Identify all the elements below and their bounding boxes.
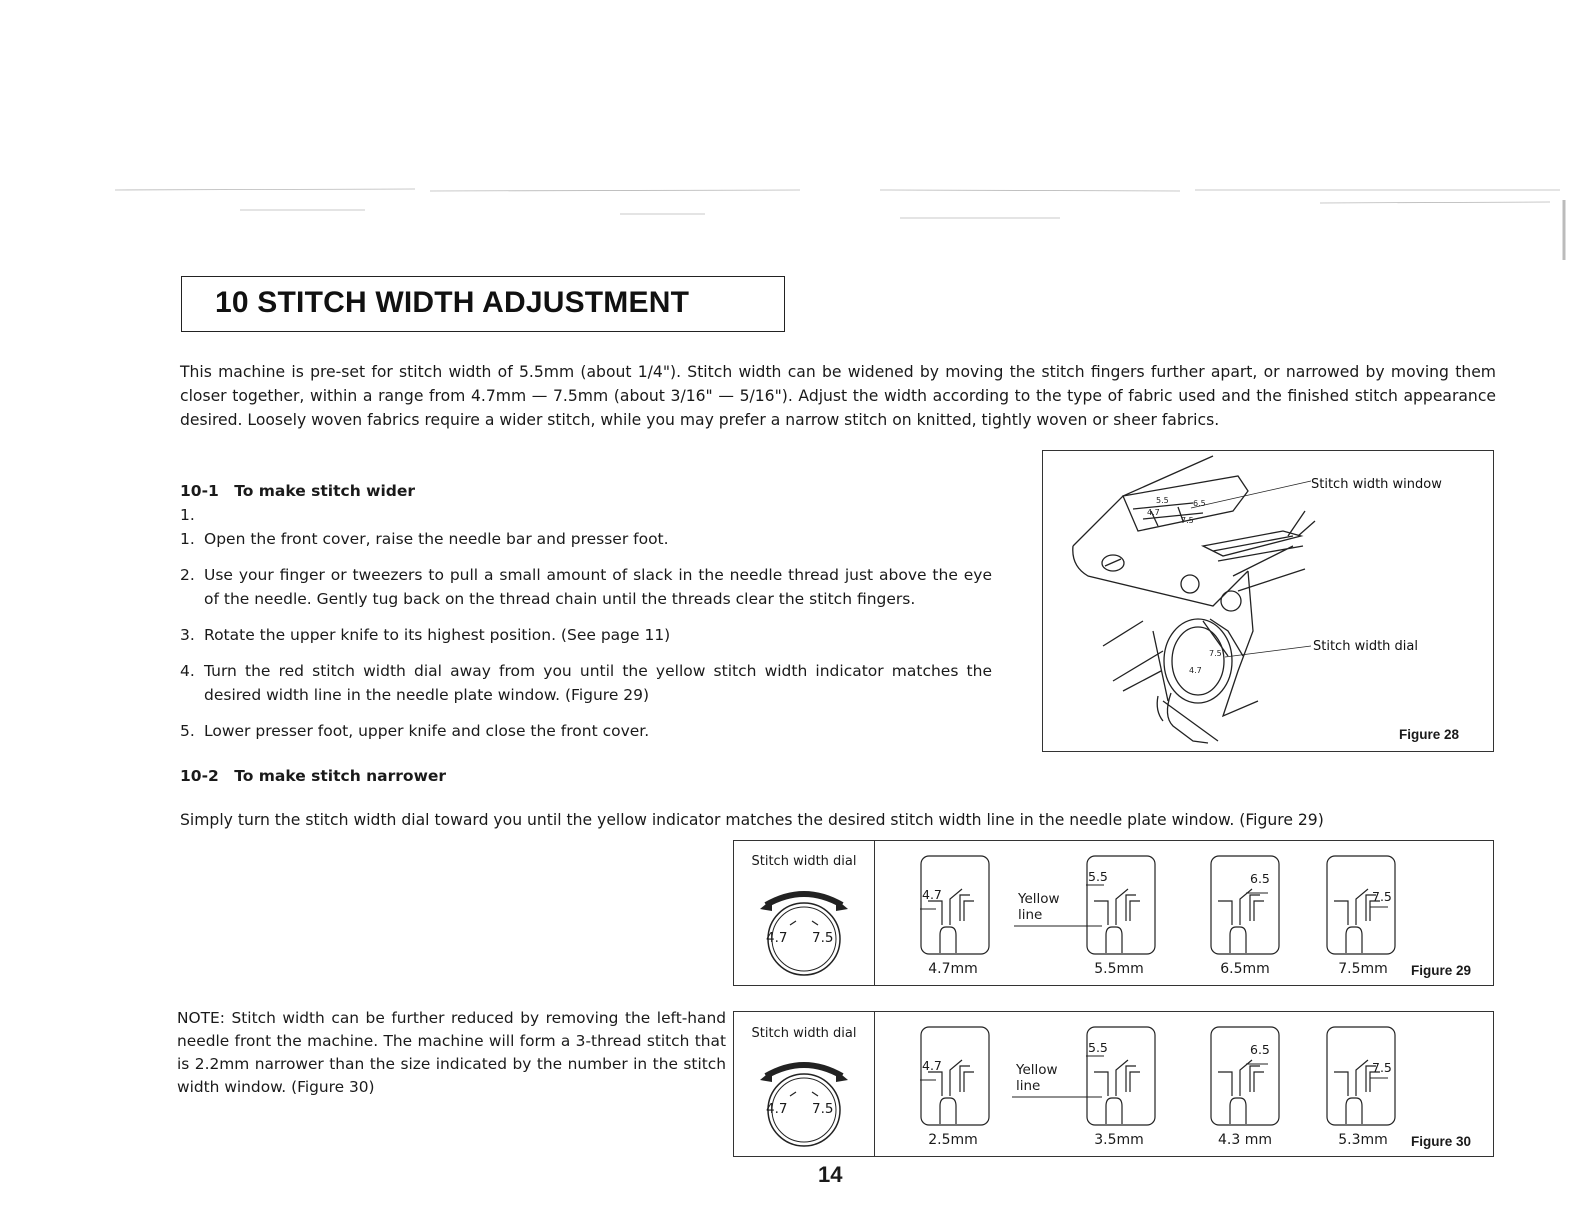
figure-28-label: Figure 28 <box>1399 727 1460 742</box>
width-label: 4.3 mm <box>1218 1132 1272 1148</box>
section-title-box <box>181 276 785 332</box>
width-label: 6.5mm <box>1220 961 1270 977</box>
section-heading-text: To make stitch narrower <box>234 767 447 785</box>
svg-text:4.7: 4.7 <box>1147 508 1160 517</box>
yellow-line-label: Yellow line <box>1018 891 1060 923</box>
width-label: 4.7mm <box>928 961 978 977</box>
needle-plate-window: 4.7 <box>920 855 990 959</box>
divider <box>874 1012 875 1156</box>
svg-text:7.5: 7.5 <box>1181 516 1194 525</box>
section-10-2-heading <box>180 767 446 785</box>
needle-plate-window: 4.7 <box>920 1026 990 1130</box>
figure-28 <box>1042 450 1494 752</box>
svg-text:5.5: 5.5 <box>1156 496 1169 505</box>
list-item: 2. Use your finger or tweezers to pull a small amount of slack in the needle thread just above the eye of the needle. Gently tug back on the thread chain until the threads clear the stitch fingers. <box>180 566 992 608</box>
dial-number-left: 4.7 <box>766 930 788 946</box>
svg-text:4.7: 4.7 <box>1189 666 1202 675</box>
steps-list <box>180 527 992 755</box>
list-item: 4. Turn the red stitch width dial away from you until the yellow stitch width indicator matches the desired width line in the needle plate window. (Figure 29) <box>180 662 992 704</box>
dial-number-left: 4.7 <box>766 1101 788 1117</box>
figure-30 <box>733 1011 1494 1157</box>
dial-caption: Stitch width dial <box>751 1026 857 1041</box>
stray-number: 1. <box>180 506 195 524</box>
note-paragraph: NOTE: Stitch width can be further reduced by removing the left-hand needle front the machine. The machine will form a 3-thread stitch that is 2.2mm narrower than the size indicated by the number in the stitch width window. (Figure 30) <box>177 1009 726 1096</box>
list-item: 3. Rotate the upper knife to its highest position. (See page 11) <box>180 626 671 644</box>
svg-text:6.5: 6.5 <box>1193 499 1206 508</box>
divider <box>874 841 875 985</box>
width-label: 5.5mm <box>1094 961 1144 977</box>
list-item: 5. Lower presser foot, upper knife and close the front cover. <box>180 722 650 740</box>
figure-29 <box>733 840 1494 986</box>
width-label: 7.5mm <box>1338 961 1388 977</box>
dial-number-right: 7.5 <box>812 930 834 946</box>
intro-paragraph: This machine is pre-set for stitch width of 5.5mm (about 1/4"). Stitch width can be widened by moving the stitch fingers further apart, or narrowed by moving them closer together, within a range from 4.7mm — 7.5mm (about 3/16" — 5/16"). Adjust the width according to the type of fabric used and the finished stitch appearance desired. Loosely woven fabrics require a wider stitch, while you may prefer a narrow stitch on knitted, tightly woven or sheer fabrics. <box>180 363 1496 429</box>
scan-bleed-lines <box>0 0 1584 260</box>
section-10-1-heading <box>180 482 415 500</box>
width-label: 3.5mm <box>1094 1132 1144 1148</box>
section-number: 10-2 <box>180 767 219 785</box>
width-label: 2.5mm <box>928 1132 978 1148</box>
list-item: 1. Open the front cover, raise the needle bar and presser foot. <box>180 530 669 548</box>
needle-plate-window: 7.5 <box>1326 1026 1396 1130</box>
figure-30-label: Figure 30 <box>1411 1134 1472 1149</box>
dial-caption: Stitch width dial <box>751 854 857 869</box>
section-number: 10-1 <box>180 482 219 500</box>
callout-stitch-width-window: Stitch width window <box>1311 477 1442 492</box>
needle-plate-window: 5.5 <box>1086 855 1156 959</box>
width-label: 5.3mm <box>1338 1132 1388 1148</box>
section-heading-text: To make stitch wider <box>234 482 416 500</box>
dial-number-right: 7.5 <box>812 1101 834 1117</box>
needle-plate-window: 5.5 <box>1086 1026 1156 1130</box>
needle-plate-window: 6.5 <box>1210 855 1280 959</box>
page-number: 14 <box>818 1162 843 1187</box>
yellow-line-label: Yellow line <box>1016 1062 1058 1094</box>
section-title: 10 STITCH WIDTH ADJUSTMENT <box>215 286 690 319</box>
needle-plate-window: 6.5 <box>1210 1026 1280 1130</box>
figure-29-label: Figure 29 <box>1411 963 1472 978</box>
needle-plate-window: 7.5 <box>1326 855 1396 959</box>
machine-illustration <box>1043 451 1495 753</box>
callout-stitch-width-dial: Stitch width dial <box>1313 639 1418 654</box>
svg-text:7.5: 7.5 <box>1209 649 1222 658</box>
narrower-paragraph: Simply turn the stitch width dial toward you until the yellow indicator matches the desired stitch width line in the needle plate window. (Figure 29) <box>180 811 1324 829</box>
